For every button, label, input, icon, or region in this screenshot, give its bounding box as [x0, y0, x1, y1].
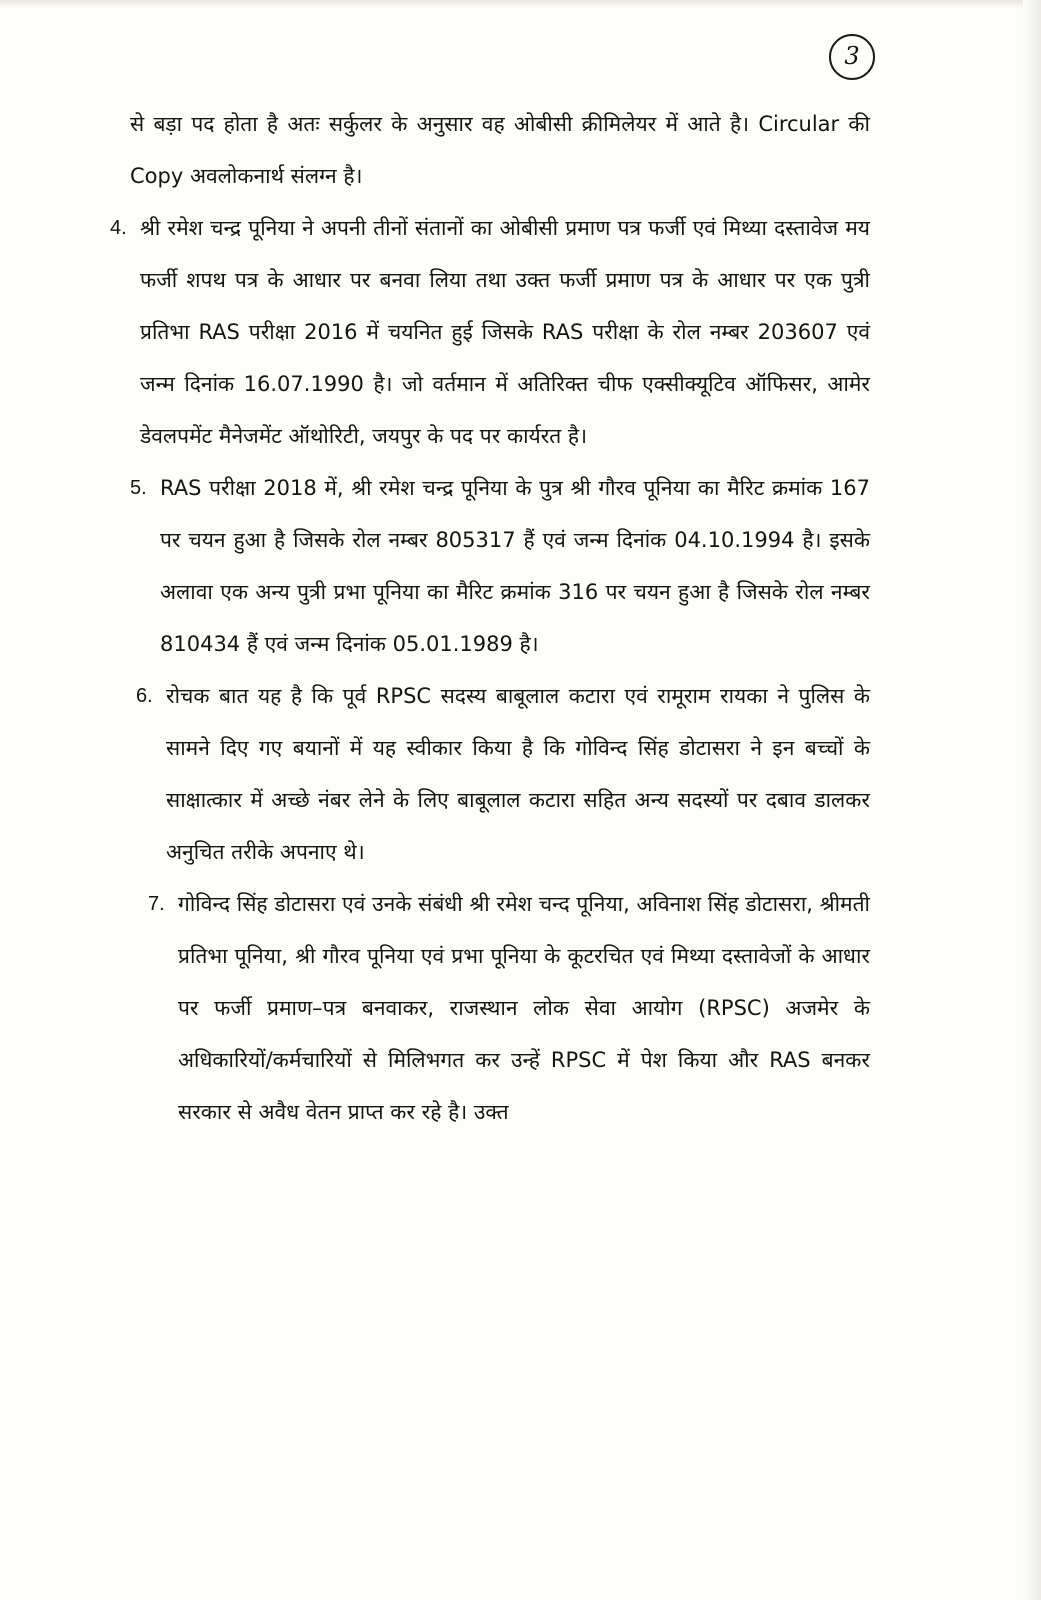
item-number: 4.: [110, 217, 127, 239]
continued-paragraph: से बड़ा पद होता है अतः सर्कुलर के अनुसार वह ओबीसी क्रीमिलेयर में आते है। Circular की Copy अवलोकनार्थ संलग्न है।: [130, 112, 870, 188]
item-text: गोविन्द सिंह डोटासरा एवं उनके संबंधी श्री रमेश चन्द पूनिया, अविनाश सिंह डोटासरा, श्रीमती प्रतिभा पूनिया, श्री गौरव पूनिया एवं प्रभा पूनिया के कूटरचित एवं मिथ्या दस्तावेजों के आधार पर फर्जी प्रमाण–पत्र बनवाकर, राजस्थान लोक सेवा आयोग (RPSC) अजमेर के अधिकारियों/कर्मचारियों से मिलिभगत कर उन्हें RPSC में पेश किया और RAS बनकर सरकार से अवैध वेतन प्राप्त कर रहे है। उक्त: [178, 892, 870, 1124]
page-top-shadow: [0, 0, 1041, 8]
item-number: 5.: [130, 477, 147, 499]
list-item-6: [136, 670, 870, 878]
list-item-5: [130, 462, 870, 670]
list-item-4: [110, 202, 870, 462]
list-item-7: [148, 878, 870, 1138]
item-number: 7.: [148, 893, 165, 915]
item-number: 6.: [136, 685, 153, 707]
item-text: रोचक बात यह है कि पूर्व RPSC सदस्य बाबूलाल कटारा एवं रामूराम रायका ने पुलिस के सामने दिए गए बयानों में यह स्वीकार किया है कि गोविन्द सिंह डोटासरा ने इन बच्चों के साक्षात्कार में अच्छे नंबर लेने के लिए बाबूलाल कटारा सहित अन्य सदस्यों पर दबाव डालकर अनुचित तरीके अपनाए थे।: [166, 684, 870, 864]
document-body: [110, 98, 870, 1138]
item-text: RAS परीक्षा 2018 में, श्री रमेश चन्द्र पूनिया के पुत्र श्री गौरव पूनिया का मैरिट क्रमांक 167 पर चयन हुआ है जिसके रोल नम्बर 805317 हैं एवं जन्म दिनांक 04.10.1994 है। इसके अलावा एक अन्य पुत्री प्रभा पूनिया का मैरिट क्रमांक 316 पर चयन हुआ है जिसके रोल नम्बर 810434 हैं एवं जन्म दिनांक 05.01.1989 है।: [160, 476, 870, 656]
page-right-edge: [1023, 0, 1041, 1600]
handwritten-page-number: 3: [829, 34, 875, 80]
item-text: श्री रमेश चन्द्र पूनिया ने अपनी तीनों संतानों का ओबीसी प्रमाण पत्र फर्जी एवं मिथ्या दस्तावेज मय फर्जी शपथ पत्र के आधार पर बनवा लिया तथा उक्त फर्जी प्रमाण पत्र के आधार पर एक पुत्री प्रतिभा RAS परीक्षा 2016 में चयनित हुई जिसके RAS परीक्षा के रोल नम्बर 203607 एवं जन्म दिनांक 16.07.1990 है। जो वर्तमान में अतिरिक्त चीफ एक्सीक्यूटिव ऑफिसर, आमेर डेवलपमेंट मैनेजमेंट ऑथोरिटी, जयपुर के पद पर कार्यरत है।: [140, 216, 870, 448]
